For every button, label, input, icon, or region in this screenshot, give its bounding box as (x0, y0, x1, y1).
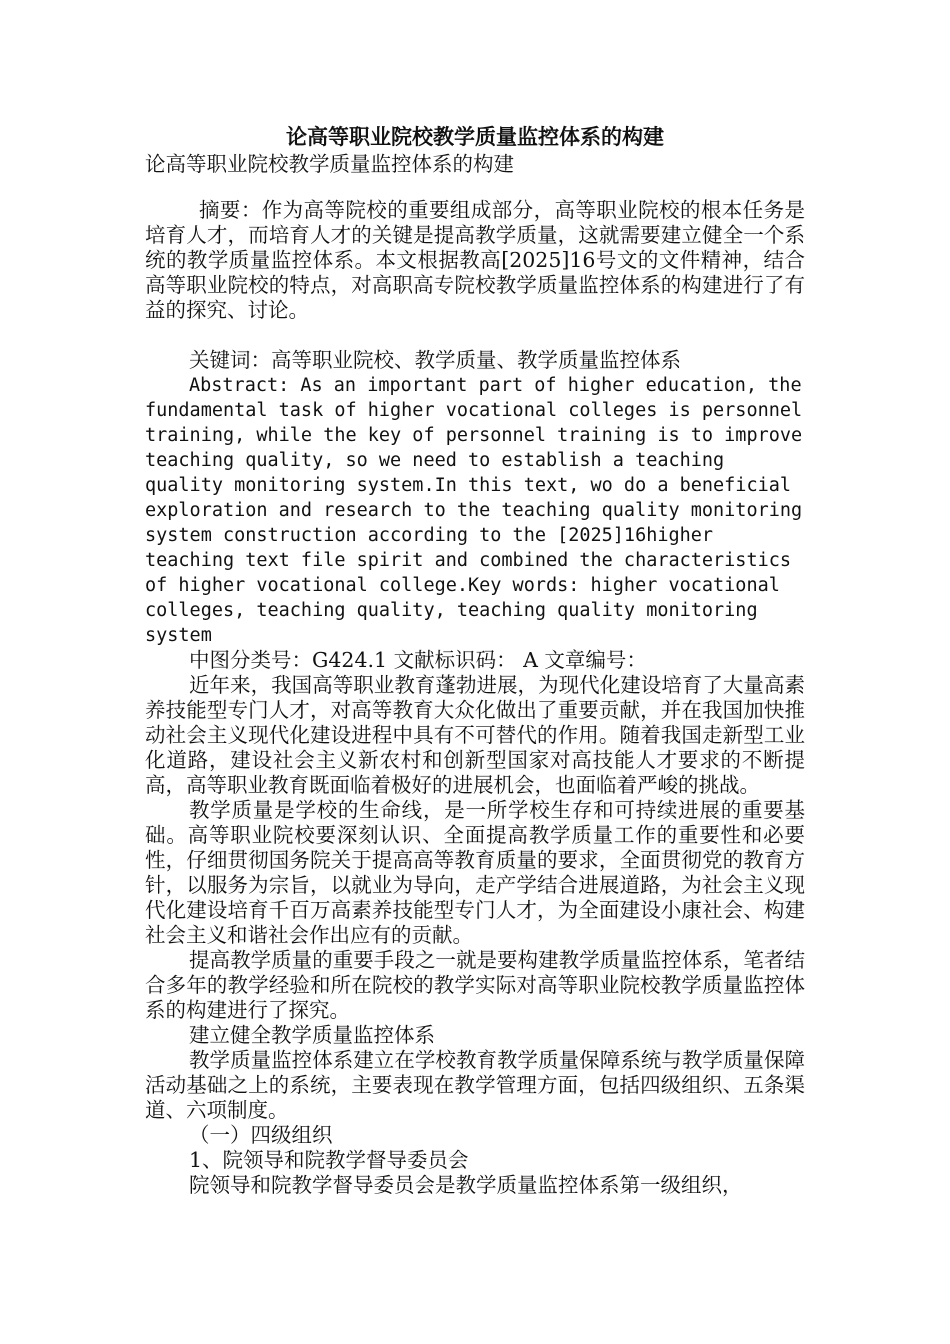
document-body (145, 348, 805, 1198)
subsubsection-heading: 1、院领导和院教学督导委员会 (189, 1148, 469, 1172)
abstract-chinese: 摘要：作为高等院校的重要组成部分，高等职业院校的根本任务是培育人才，而培育人才的关键是提高教学质量，这就需要建立健全一个系统的教学质量监控体系。本文根据教高[2025]16号文的文件精神，结合高等职业院校的特点，对高职高专院校教学质量监控体系的构建进行了有益的探究、讨论。 (145, 198, 805, 322)
body-paragraph: 院领导和院教学督导委员会是教学质量监控体系第一级组织， (189, 1173, 743, 1197)
body-paragraph: 教学质量是学校的生命线，是一所学校生存和可持续进展的重要基础。高等职业院校要深刻认识、全面提高教学质量工作的重要性和必要性，仔细贯彻国务院关于提高高等教育质量的要求，全面贯彻党的教育方针，以服务为宗旨，以就业为导向，走产学结合进展道路，为社会主义现代化建设培育千百万高素养技能型专门人才，为全面建设小康社会、构建社会主义和谐社会作出应有的贡献。 (145, 798, 805, 947)
document-title: 论高等职业院校教学质量监控体系的构建 (286, 125, 664, 149)
keywords-chinese: 关键词：高等职业院校、教学质量、教学质量监控体系 (189, 348, 681, 372)
classification-line: 中图分类号：G424.1 文献标识码： A 文章编号： (189, 648, 647, 672)
section-heading: 建立健全教学质量监控体系 (189, 1023, 435, 1047)
abstract-english: Abstract: As an important part of higher education, the fundamental task of higher vocational colleges is personnel training, while the key of personnel training is to improve teaching quality, so we need to establish a teaching quality monitoring system.In this text, wo do a beneficial exploration and research to the teaching quality monitoring system construction according to the [2025]16higher teaching text file spirit and combined the characteristics of higher vocational college.Key words: higher vocational colleges, teaching quality, teaching quality monitoring system (145, 375, 803, 646)
document-subtitle: 论高等职业院校教学质量监控体系的构建 (145, 152, 514, 176)
body-paragraph: 教学质量监控体系建立在学校教育教学质量保障系统与教学质量保障活动基础之上的系统，主要表现在教学管理方面，包括四级组织、五条渠道、六项制度。 (145, 1048, 805, 1122)
body-paragraph: 近年来，我国高等职业教育蓬勃进展，为现代化建设培育了大量高素养技能型专门人才，对高等教育大众化做出了重要贡献，并在我国加快推动社会主义现代化建设进程中具有不可替代的作用。随着我国走新型工业化道路，建设社会主义新农村和创新型国家对高技能人才要求的不断提高，高等职业教育既面临着极好的进展机会，也面临着严峻的挑战。 (145, 673, 805, 797)
body-paragraph: 提高教学质量的重要手段之一就是要构建教学质量监控体系，笔者结合多年的教学经验和所在院校的教学实际对高等职业院校教学质量监控体系的构建进行了探究。 (145, 948, 805, 1022)
subsection-heading: （一）四级组织 (189, 1123, 333, 1147)
